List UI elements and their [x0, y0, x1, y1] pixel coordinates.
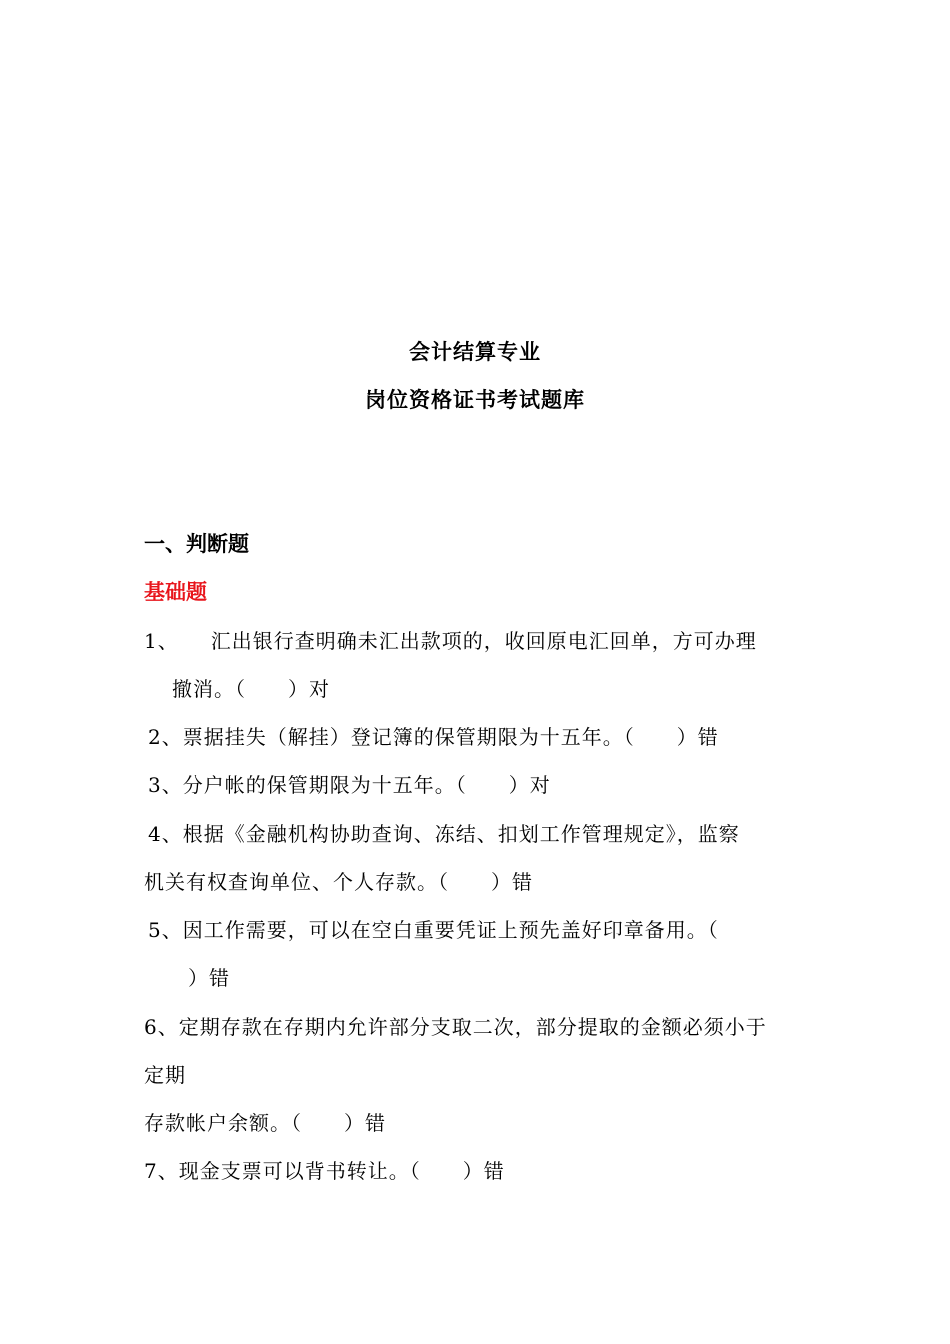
- question-3-line-1: 3、分户帐的保管期限为十五年。（ ）对: [148, 773, 551, 797]
- document-subtitle: 岗位资格证书考试题库: [365, 388, 585, 412]
- question-5-line-2: ）错: [188, 966, 230, 990]
- question-6-line-1: 6、定期存款在存期内允许部分支取二次，部分提取的金额必须小于: [144, 1015, 767, 1039]
- question-7-line-1: 7、现金支票可以背书转让。（ ）错: [144, 1159, 505, 1183]
- question-6-line-2: 定期: [144, 1063, 186, 1087]
- document-title: 会计结算专业: [409, 340, 541, 364]
- subsection-heading: 基础题: [144, 580, 207, 604]
- question-4-line-2: 机关有权查询单位、个人存款。（ ）错: [144, 870, 533, 894]
- question-1-line-2: 撤消。（ ）对: [172, 677, 330, 701]
- question-6-line-3: 存款帐户余额。（ ）错: [144, 1111, 386, 1135]
- question-4-line-1: 4、根据《金融机构协助查询、冻结、扣划工作管理规定》，监察: [148, 822, 740, 846]
- question-2-line-1: 2、票据挂失（解挂）登记簿的保管期限为十五年。（ ）错: [148, 725, 719, 749]
- question-1-line-1: 1、 汇出银行查明确未汇出款项的，收回原电汇回单，方可办理: [144, 629, 757, 653]
- section-heading: 一、判断题: [144, 532, 249, 556]
- question-5-line-1: 5、因工作需要，可以在空白重要凭证上预先盖好印章备用。（: [148, 918, 719, 942]
